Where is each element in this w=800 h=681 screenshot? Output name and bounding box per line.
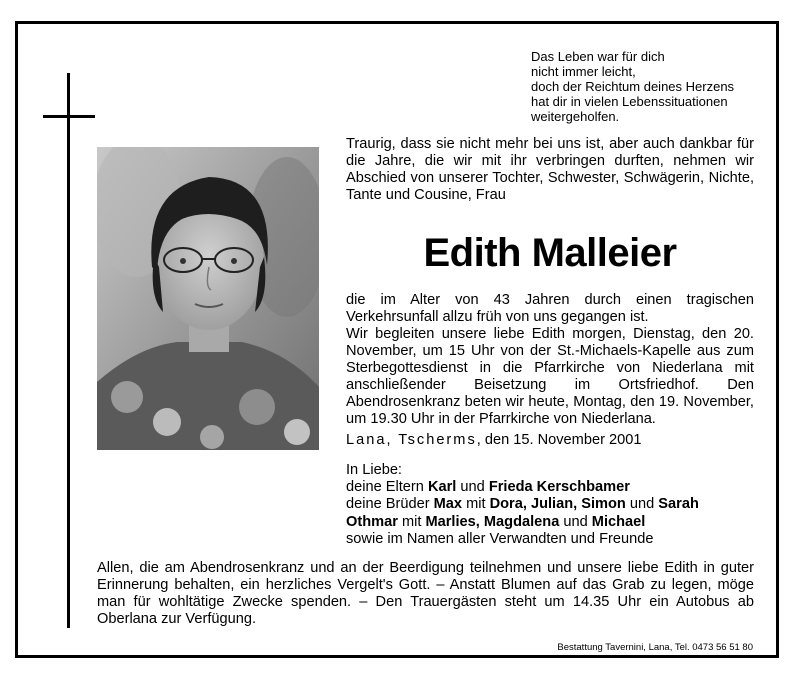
family-list bbox=[346, 462, 766, 548]
cross-icon-bar bbox=[43, 115, 95, 118]
deceased-name: Edith Malleier bbox=[423, 231, 677, 275]
closing-text: Allen, die am Abendrosenkranz und an der Beerdigung teilnehmen und unsere liebe Edith in guter Erinnerung behalten, ein herzliches Vergelt's Gott. – Anstatt Blumen auf das Grab zu legen, möge man für wohltätige Zwecke spenden. – Den Trauergästen steht um 14.35 Uhr ein Autobus ab Oberlana zur Verfügung. bbox=[97, 560, 754, 627]
funeral-details: Wir begleiten unsere liebe Edith morgen, Dienstag, den 20. November, um 15 Uhr von der St.-Michaels-Kapelle aus zum Sterbegottesdienst in die Pfarrkirche von Niederlana mit anschließender Beisetzung im Ortsfriedhof. Den Abendrosenkranz beten wir heute, Montag, den 19. November, um 19.30 Uhr in der Pfarrkirche von Niederlana. bbox=[346, 326, 754, 427]
family-line-brothers: deine Brüder Max mit Dora, Julian, Simon und Sarah bbox=[346, 496, 699, 513]
age-text: die im Alter von 43 Jahren durch einen tragischen Verkehrsunfall allzu früh von uns gegangen ist. bbox=[346, 292, 754, 325]
family-line-othmar: Othmar mit Marlies, Magdalena und Michael bbox=[346, 513, 646, 530]
quote: Das Leben war für dich nicht immer leicht, doch der Reichtum deines Herzens hat dir in vielen Lebenssituationen weitergeholfen. bbox=[531, 49, 735, 124]
funeral-home-footer: Bestattung Tavernini, Lana, Tel. 0473 56 51 80 bbox=[557, 642, 753, 653]
cross-icon bbox=[67, 73, 70, 628]
portrait-photo bbox=[97, 147, 319, 450]
date: , den 15. November 2001 bbox=[476, 432, 642, 448]
family-line-parents: deine Eltern Karl und Frieda Kerschbamer bbox=[346, 479, 630, 496]
family-line-relatives: sowie im Namen aller Verwandten und Freunde bbox=[346, 530, 654, 547]
intro-text: Traurig, dass sie nicht mehr bei uns ist, aber auch dankbar für die Jahre, die wir mit ihr verbringen durften, nehmen wir Abschied von unserer Tochter, Schwester, Schwägerin, Nichte, Tante und Cousine, Frau bbox=[346, 136, 754, 203]
family-heading: In Liebe: bbox=[346, 462, 402, 478]
place: Lana, Tscherms bbox=[346, 432, 477, 448]
place-date bbox=[346, 432, 754, 449]
